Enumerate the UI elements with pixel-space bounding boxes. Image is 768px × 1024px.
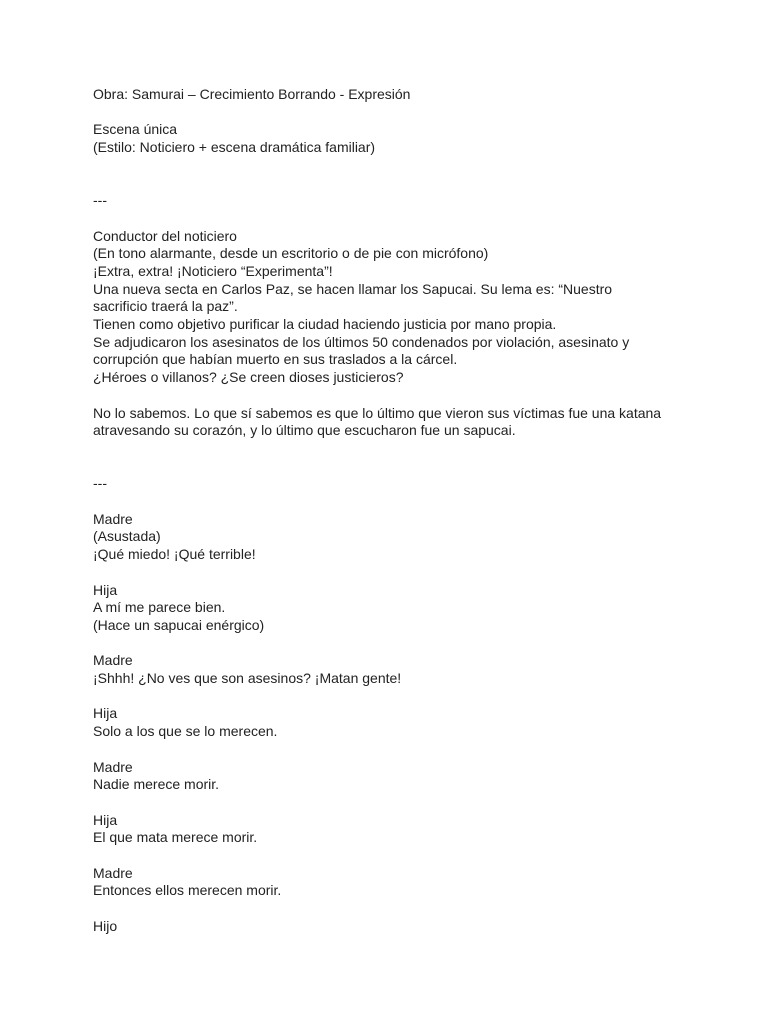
dialogue-line: Entonces ellos merecen morir. (93, 882, 282, 899)
news-line: ¡Extra, extra! ¡Noticiero “Experimenta”! (93, 262, 333, 279)
separator: --- (93, 192, 107, 209)
dialogue-line: Solo a los que se lo merecen. (93, 723, 278, 740)
blank-line (93, 794, 683, 812)
news-line: sacrificio traerá la paz”. (93, 298, 238, 315)
play-title: Obra: Samurai – Crecimiento Borrando - Expresión (93, 86, 411, 102)
blank-line (93, 157, 683, 175)
dialogue-speaker: Hija (93, 811, 118, 828)
news-line: Se adjudicaron los asesinatos de los últimos 50 condenados por violación, asesinato y (93, 333, 630, 350)
dialogue-line: (Asustada) (93, 528, 161, 545)
dialogue-line: El que mata merece morir. (93, 829, 258, 846)
dialogue-speaker: Madre (93, 864, 133, 881)
blank-line (93, 458, 683, 476)
blank-line (93, 387, 683, 405)
dialogue-speaker: Hija (93, 705, 118, 722)
dialogue-line: (Hace un sapucai enérgico) (93, 616, 265, 633)
news-closing-line: No lo sabemos. Lo que sí sabemos es que lo último que vieron sus víctimas fue una katana (93, 404, 662, 421)
news-direction: (En tono alarmante, desde un escritorio o de pie con micrófono) (93, 245, 489, 262)
blank-line (93, 440, 683, 458)
news-closing-line: atravesando su corazón, y lo último que escucharon fue un sapucai. (93, 422, 516, 439)
blank-line (93, 688, 683, 706)
dialogue-line: ¡Qué miedo! ¡Qué terrible! (93, 546, 256, 563)
blank-line (93, 493, 683, 511)
dialogue-speaker: Madre (93, 652, 133, 669)
dialogue-speaker: Madre (93, 510, 133, 527)
news-line: corrupción que habían muerto en sus traslados a la cárcel. (93, 351, 458, 368)
blank-line (93, 564, 683, 582)
news-line: Tienen como objetivo purificar la ciudad haciendo justicia por mano propia. (93, 316, 557, 333)
news-speaker: Conductor del noticiero (93, 227, 237, 244)
blank-line (93, 847, 683, 865)
dialogue-line: A mí me parece bien. (93, 599, 226, 616)
separator: --- (93, 475, 107, 492)
dialogue-line: Nadie merece morir. (93, 776, 220, 793)
blank-line (93, 210, 683, 228)
scene-heading: Escena única (93, 121, 178, 138)
dialogue-speaker: Hijo (93, 917, 118, 934)
style-note: (Estilo: Noticiero + escena dramática familiar) (93, 139, 376, 156)
dialogue-line: ¡Shhh! ¿No ves que son asesinos? ¡Matan gente! (93, 670, 402, 687)
blank-line (93, 174, 683, 192)
blank-line (93, 104, 683, 122)
news-line: ¿Héroes o villanos? ¿Se creen dioses justicieros? (93, 369, 404, 386)
news-line: Una nueva secta en Carlos Paz, se hacen llamar los Sapucai. Su lema es: “Nuestro (93, 280, 613, 297)
dialogue-speaker: Madre (93, 758, 133, 775)
script-text (93, 86, 683, 936)
blank-line (93, 900, 683, 918)
blank-line (93, 741, 683, 759)
dialogue-speaker: Hija (93, 581, 118, 598)
blank-line (93, 635, 683, 653)
